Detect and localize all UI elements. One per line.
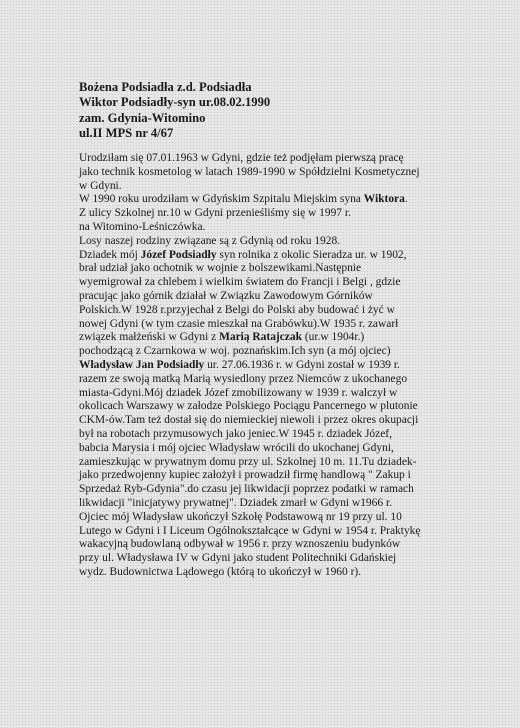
text-line: Z ulicy Szkolnej nr.10 w Gdyni przenieśliśmy się w 1997 r. [79, 207, 351, 220]
text-line: pochodzącą z Czarnkowa w woj. poznańskim.Ich syn (a mój ojciec) [79, 345, 391, 358]
bold-name-jozef: Józef Podsiadły [140, 248, 217, 261]
text-line: Ojciec mój Władysław ukończył Szkołę Podstawową nr 19 przy ul. 10 [79, 510, 402, 523]
bold-name-wiktor: Wiktora [363, 193, 405, 206]
text-line: przy ul. Władysława IV w Gdyni jako student Politechniki Gdańskiej [79, 552, 397, 565]
text-line: był na robotach przymusowych jako jeniec.W 1945 r. dziadek Józef, [79, 427, 392, 440]
text-line: nowej Gdyni (w tym czasie mieszkał na Grabówku).W 1935 r. zawarł [79, 317, 399, 330]
text-line [79, 249, 459, 263]
text-line: Losy naszej rodziny związane są z Gdynią od roku 1928. [79, 234, 341, 247]
text-segment: . [404, 193, 408, 206]
son-name: Wiktor Podsiadły-syn ur.08.02.1990 [79, 95, 271, 110]
text-line: wakacyjną budowlaną odbywał w 1956 r. przy wznoszeniu budynków [79, 538, 401, 551]
text-line: jako technik kosmetolog w latach 1989-1990 w Spółdzielni Kosmetycznej [79, 165, 420, 178]
text-line: pracując jako górnik działał w Związku Zawodowym Górników [79, 289, 373, 302]
text-line: w Gdyni. [79, 179, 122, 192]
author-name: Bożena Podsiadła z.d. Podsiadła [79, 80, 252, 94]
text-line: Polskich.W 1928 r.przyjechał z Belgi do Polski aby budować i żyć w [79, 303, 395, 316]
text-line: na Witomino-Leśniczówka. [79, 220, 206, 233]
text-segment: W 1990 roku urodziłam w Gdyńskim Szpitalu Miejskim syna [79, 193, 364, 206]
text-line: CKM-ów.Tam też dostał się do niemieckiej niewoli i przez okres okupacji [79, 414, 419, 427]
text-line: likwidacji "inicjatywy prywatnej". Dziadek zmarł w Gdyni w1966 r. [79, 496, 392, 509]
text-line: wydz. Budownictwa Lądowego (którą to ukończył w 1960 r). [79, 565, 362, 578]
text-segment: ur. 27.06.1936 r. w Gdyni został w 1939 r. [204, 358, 400, 371]
bold-name-wladyslaw: Władysław Jan Podsiadły [79, 358, 205, 371]
text-line: babcia Marysia i mój ojciec Władysław wrócili do ukochanej Gdyni, [79, 441, 394, 454]
text-line [79, 331, 459, 345]
text-segment: (ur.w 1904r.) [301, 331, 365, 344]
text-line: Urodziłam się 07.01.1963 w Gdyni, gdzie też podjęłam pierwszą pracę [79, 152, 404, 164]
text-line: zamieszkując w prywatnym domu przy ul. Szkolnej 10 m. 11.Tu dziadek- [79, 455, 417, 468]
residence-line: zam. Gdynia-Witomino [79, 110, 206, 125]
document-header [79, 80, 459, 142]
text-line: razem ze swoją matką Marią wysiedlony przez Niemców z ukochanego [79, 372, 408, 385]
text-line: jako przedwojenny kupiec założył i prowadził firmę handlową " Zakup i [79, 469, 411, 482]
text-line: miasta-Gdyni.Mój dziadek Józef zmobilizowany w 1939 r. walczył w [79, 386, 398, 399]
document-body [79, 152, 459, 580]
text-segment: syn rolnika z okolic Sieradza ur. w 1902, [216, 248, 407, 261]
text-line [79, 193, 459, 207]
text-segment: Dziadek mój [79, 248, 141, 261]
text-line: brał udział jako ochotnik w wojnie z bolszewikami.Następnie [79, 262, 362, 275]
address-line: ul.II MPS nr 4/67 [79, 126, 174, 141]
text-segment: związek małżeński w Gdyni z [79, 331, 220, 344]
bold-name-maria: Marią Ratajczak [219, 331, 302, 344]
text-line [79, 359, 459, 373]
text-line: Lutego w Gdyni i I Liceum Ogólnokształcące w Gdyni w 1954 r. Praktykę [79, 524, 421, 537]
text-line: Sprzedaż Ryb-Gdynia".do czasu jej likwidacji poprzez podatki w ramach [79, 483, 414, 496]
text-line: wyemigrował za chlebem i wielkim światem do Francji i Belgi , gdzie [79, 276, 401, 289]
text-line: okolicach Warszawy w załodze Polskiego Pociągu Pancernego w plutonie [79, 400, 418, 413]
